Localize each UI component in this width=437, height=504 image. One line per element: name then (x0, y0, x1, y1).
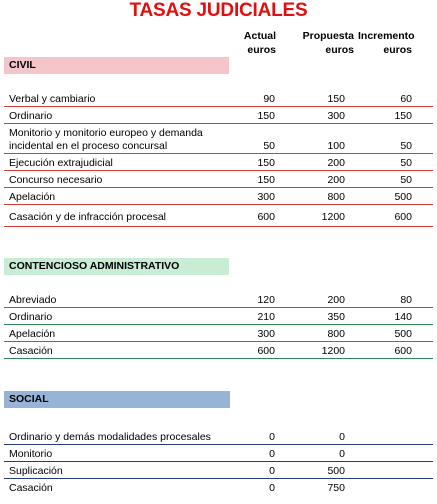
row-actual: 150 (257, 110, 275, 122)
table-row (0, 292, 437, 308)
row-label: Concurso necesario (9, 174, 103, 186)
table-row (0, 479, 437, 496)
table-row (0, 91, 437, 107)
row-label: Casación (9, 345, 53, 357)
row-actual: 120 (257, 294, 275, 306)
row-propuesta: 200 (327, 174, 345, 186)
row-actual: 0 (269, 431, 275, 443)
row-propuesta: 1200 (321, 211, 345, 223)
table-row (0, 171, 437, 188)
row-actual: 0 (269, 448, 275, 460)
page-title: TASAS JUDICIALES (129, 0, 308, 21)
row-label: Casación (9, 482, 53, 494)
row-propuesta: 200 (327, 157, 345, 169)
section-contencioso-header: CONTENCIOSO ADMINISTRATIVO (4, 258, 229, 275)
row-label: Verbal y cambiario (9, 93, 96, 105)
row-propuesta: 800 (327, 191, 345, 203)
row-actual: 150 (257, 157, 275, 169)
row-incremento: 50 (400, 140, 412, 152)
header-propuesta (296, 29, 354, 57)
row-label: Ordinario y demás modalidades procesales (9, 431, 211, 443)
table-row (0, 107, 437, 124)
row-divider (4, 358, 433, 359)
header-incremento-line1: Incremento (358, 30, 415, 42)
table-row (0, 205, 437, 227)
row-label: Ordinario (9, 311, 53, 323)
row-actual: 90 (263, 93, 275, 105)
row-incremento: 140 (394, 311, 412, 323)
row-propuesta: 750 (327, 482, 345, 494)
row-label: Casación y de infracción procesal (9, 211, 166, 223)
row-propuesta: 500 (327, 465, 345, 477)
table-row (0, 342, 437, 359)
row-propuesta: 150 (327, 93, 345, 105)
section-social-header: SOCIAL (4, 391, 230, 408)
header-actual-line1: Actual (243, 30, 276, 42)
row-incremento: 600 (394, 211, 412, 223)
row-propuesta: 200 (327, 294, 345, 306)
row-divider (4, 226, 433, 227)
row-actual: 0 (269, 465, 275, 477)
row-actual: 600 (257, 345, 275, 357)
header-propuesta-line1: Propuesta (302, 30, 354, 42)
table-row (0, 308, 437, 325)
row-label: Abreviado (9, 294, 57, 306)
table-row (0, 188, 437, 205)
row-actual: 210 (257, 311, 275, 323)
row-incremento: 80 (400, 294, 412, 306)
header-incremento-line2: euros (383, 44, 412, 56)
row-label: Suplicación (9, 465, 63, 477)
row-label: Apelación (9, 328, 56, 340)
header-incremento (358, 29, 415, 57)
row-label: Ejecución extrajudicial (9, 157, 113, 169)
header-actual-line2: euros (247, 44, 276, 56)
table-row (0, 429, 437, 445)
row-actual: 600 (257, 211, 275, 223)
row-actual: 50 (263, 140, 275, 152)
row-propuesta: 350 (327, 311, 345, 323)
row-propuesta: 800 (327, 328, 345, 340)
table-row (0, 462, 437, 479)
section-civil-header: CIVIL (4, 57, 229, 74)
row-propuesta: 100 (327, 140, 345, 152)
table-row (0, 154, 437, 171)
header-actual (236, 29, 276, 57)
row-propuesta: 0 (339, 431, 345, 443)
row-actual: 0 (269, 482, 275, 494)
row-label: Ordinario (9, 110, 53, 122)
header-propuesta-line2: euros (325, 44, 354, 56)
row-actual: 300 (257, 328, 275, 340)
row-propuesta: 0 (339, 448, 345, 460)
table-row (0, 325, 437, 342)
row-label: Apelación (9, 191, 56, 203)
row-incremento: 50 (400, 174, 412, 186)
row-incremento: 500 (394, 191, 412, 203)
row-label: Monitorio y monitorio europeo y demanda incidental en el proceso concursal (9, 127, 203, 152)
row-incremento: 50 (400, 157, 412, 169)
row-actual: 150 (257, 174, 275, 186)
table-row (0, 124, 437, 154)
row-propuesta: 300 (327, 110, 345, 122)
row-actual: 300 (257, 191, 275, 203)
row-incremento: 500 (394, 328, 412, 340)
row-propuesta: 1200 (321, 345, 345, 357)
row-incremento: 60 (400, 93, 412, 105)
row-incremento: 600 (394, 345, 412, 357)
table-row (0, 445, 437, 462)
row-incremento: 150 (394, 110, 412, 122)
row-label: Monitorio (9, 448, 53, 460)
